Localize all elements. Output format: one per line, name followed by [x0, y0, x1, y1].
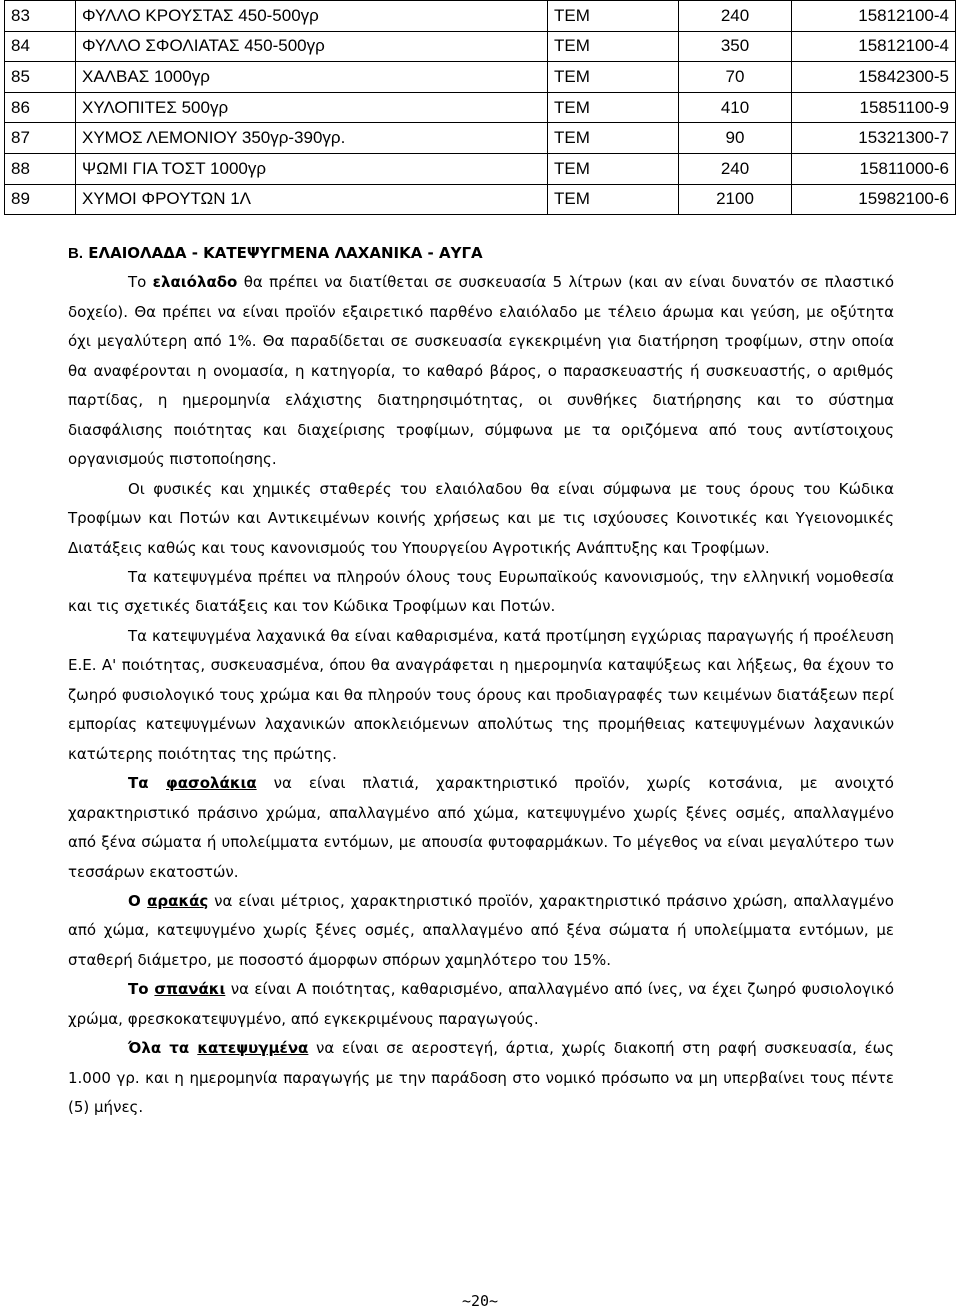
row-unit: ΤΕΜ	[548, 123, 679, 154]
items-table	[4, 0, 956, 215]
paragraph-green-beans	[68, 769, 894, 887]
row-description: ΨΩΜΙ ΓΙΑ ΤΟΣΤ 1000γρ	[76, 153, 548, 184]
p6-bold-term: αρακάς	[147, 891, 209, 910]
table-row	[5, 153, 956, 184]
row-unit: ΤΕΜ	[548, 62, 679, 93]
paragraph-olive-oil	[68, 268, 894, 474]
section-content	[68, 239, 894, 1123]
p8-rest: να είναι σε αεροστεγή, άρτια, χωρίς διακοπή στη ραφή συσκευασία, έως 1.000 γρ. και η ημερομηνία παραγωγής με την παράδοση στο νομικό πρόσωπο να μη υπερβαίνει τους πέντε (5) μήνες.	[68, 1039, 894, 1117]
p6-rest: να είναι μέτριος, χαρακτηριστικό προϊόν, χαρακτηριστικό πράσινο χρώση, απαλλαγμένο από χώμα, κατεψυγμένο χωρίς ξένες οσμές, απαλλαγμένο από ξένα σώματα ή υπολείμματα εντόμων, με σταθερή διάμετρο, με ποσοστό άμορφων σπόρων χαμηλότερο του 15%.	[68, 891, 894, 969]
row-cpv-code: 15851100-9	[792, 92, 956, 123]
row-number: 86	[5, 92, 76, 123]
row-number: 83	[5, 1, 76, 32]
p1-rest: θα πρέπει να διατίθεται σε συσκευασία 5 λίτρων (και αν είναι δυνατόν σε πλαστικό δοχείο). Θα πρέπει να είναι προϊόν εξαιρετικό παρθένο ελαιόλαδο με τέλειο άρωμα και γεύση, με οξύτητα όχι μεγαλύτερη από 1%. Θα παραδίδεται σε συσκευασία εγκεκριμένη για διατήρηση τροφίμων, στην οποία θα αναφέρονται η ονομασία, η κατηγορία, το καθαρό βάρος, ο παρασκευαστής ή συσκευαστής, ο αριθμός παρτίδας, η ημερομηνία ελάχιστης διατηρησιμότητας, οι συνθήκες διατήρησης και το σύστημα διασφάλισης ποιότητας και διαχείρισης τροφίμων, σύμφωνα με τα οριζόμενα από τους αντίστοιχους οργανισμούς πιστοποίησης.	[68, 273, 894, 469]
row-quantity: 240	[679, 153, 792, 184]
row-unit: ΤΕΜ	[548, 92, 679, 123]
p7-bold-term: σπανάκι	[154, 980, 226, 999]
row-description: ΦΥΛΛΟ ΣΦΟΛΙΑΤΑΣ 450-500γρ	[76, 31, 548, 62]
row-description: ΦΥΛΛΟ ΚΡΟΥΣΤΑΣ 450-500γρ	[76, 1, 548, 32]
p1-bold: ελαιόλαδο	[152, 273, 238, 292]
row-cpv-code: 15321300-7	[792, 123, 956, 154]
table-row	[5, 184, 956, 215]
row-number: 89	[5, 184, 76, 215]
p7-rest: να είναι Α ποιότητας, καθαρισμένο, απαλλαγμένο από ίνες, να έχει ζωηρό φυσιολογικό χρώμα, φρεσκοκατεψυγμένο, από εγκεκριμένους παραγωγούς.	[68, 980, 895, 1028]
row-unit: ΤΕΜ	[548, 1, 679, 32]
row-unit: ΤΕΜ	[548, 31, 679, 62]
paragraph-olive-oil-constants: Οι φυσικές και χημικές σταθερές του ελαιόλαδου θα είναι σύμφωνα με τους όρους του Κώδικα Τροφίμων και Ποτών και Αντικειμένων κοινής χρήσεως και με τις ισχύουσες Κοινοτικές και Υγειονομικές Διατάξεις καθώς και τους κανονισμούς του Υπουργείου Αγροτικής Ανάπτυξης και Τροφίμων.	[68, 479, 894, 557]
paragraph-all-frozen	[68, 1034, 894, 1122]
row-cpv-code: 15812100-4	[792, 31, 956, 62]
paragraph-peas	[68, 887, 894, 975]
row-description: ΧΑΛΒΑΣ 1000γρ	[76, 62, 548, 93]
row-description: ΧΥΜΟΙ ΦΡΟΥΤΩΝ 1Λ	[76, 184, 548, 215]
page-number: ~20~	[461, 1292, 499, 1310]
row-quantity: 2100	[679, 184, 792, 215]
row-quantity: 70	[679, 62, 792, 93]
p5-bold-article: Τα	[128, 774, 166, 793]
section-title: ΕΛΑΙΟΛΑΔΑ - ΚΑΤΕΨΥΓΜΕΝΑ ΛΑΧΑΝΙΚΑ - ΑΥΓΑ	[88, 244, 483, 262]
p8-bold-article: Όλα τα	[128, 1039, 198, 1058]
paragraph-spinach	[68, 975, 894, 1034]
table-row	[5, 62, 956, 93]
row-cpv-code: 15982100-6	[792, 184, 956, 215]
row-quantity: 350	[679, 31, 792, 62]
table-row	[5, 1, 956, 32]
p5-rest: να είναι πλατιά, χαρακτηριστικό προϊόν, χωρίς κοτσάνια, με ανοιχτό χαρακτηριστικό πράσινο χρώμα, απαλλαγμένο από χώμα, κατεψυγμένο χωρίς ξένες οσμές, απαλλαγμένο από ξένα σώματα ή υπολείμματα εντόμων, με απουσία φυτοφαρμάκων. Το μέγεθος να είναι μεγαλύτερο των τεσσάρων εκατοστών.	[68, 774, 894, 881]
row-cpv-code: 15842300-5	[792, 62, 956, 93]
row-quantity: 90	[679, 123, 792, 154]
p5-bold-term: φασολάκια	[166, 774, 257, 793]
row-description: ΧΥΛΟΠΙΤΕΣ 500γρ	[76, 92, 548, 123]
table-row	[5, 92, 956, 123]
row-cpv-code: 15811000-6	[792, 153, 956, 184]
paragraph-frozen-vegetables: Τα κατεψυγμένα λαχανικά θα είναι καθαρισμένα, κατά προτίμηση εγχώριας παραγωγής ή προέλευση Ε.Ε. Α' ποιότητας, συσκευασμένα, όπου θα αναγράφεται η ημερομηνία καταψύξεως και λήξεως, θα έχουν το ζωηρό φυσιολογικό τους χρώμα και θα πληρούν τους όρους και προδιαγραφές των κειμένων διατάξεων περί εμπορίας κατεψυγμένων λαχανικών αποκλειόμενων απολύτως της προμήθειας κατεψυγμένων λαχανικών κατώτερης ποιότητας της πρώτης.	[68, 626, 894, 763]
paragraph-frozen-regulations: Τα κατεψυγμένα πρέπει να πληρούν όλους τους Ευρωπαϊκούς κανονισμούς, την ελληνική νομοθεσία και τις σχετικές διατάξεις και τον Κώδικα Τροφίμων και Ποτών.	[68, 567, 894, 616]
row-cpv-code: 15812100-4	[792, 1, 956, 32]
row-quantity: 240	[679, 1, 792, 32]
items-table-body	[5, 1, 956, 215]
row-number: 87	[5, 123, 76, 154]
p7-bold-article: Το	[128, 980, 155, 999]
p1-lead: Το	[128, 273, 153, 292]
row-unit: ΤΕΜ	[548, 184, 679, 215]
row-description: ΧΥΜΟΣ ΛΕΜΟΝΙΟΥ 350γρ-390γρ.	[76, 123, 548, 154]
table-row	[5, 123, 956, 154]
row-number: 85	[5, 62, 76, 93]
p8-bold-term: κατεψυγμένα	[197, 1039, 309, 1058]
table-row	[5, 31, 956, 62]
section-number: Β.	[68, 245, 83, 262]
row-number: 84	[5, 31, 76, 62]
p6-bold-article: Ο	[128, 891, 148, 910]
section-heading	[68, 239, 894, 268]
row-quantity: 410	[679, 92, 792, 123]
row-number: 88	[5, 153, 76, 184]
row-unit: ΤΕΜ	[548, 153, 679, 184]
